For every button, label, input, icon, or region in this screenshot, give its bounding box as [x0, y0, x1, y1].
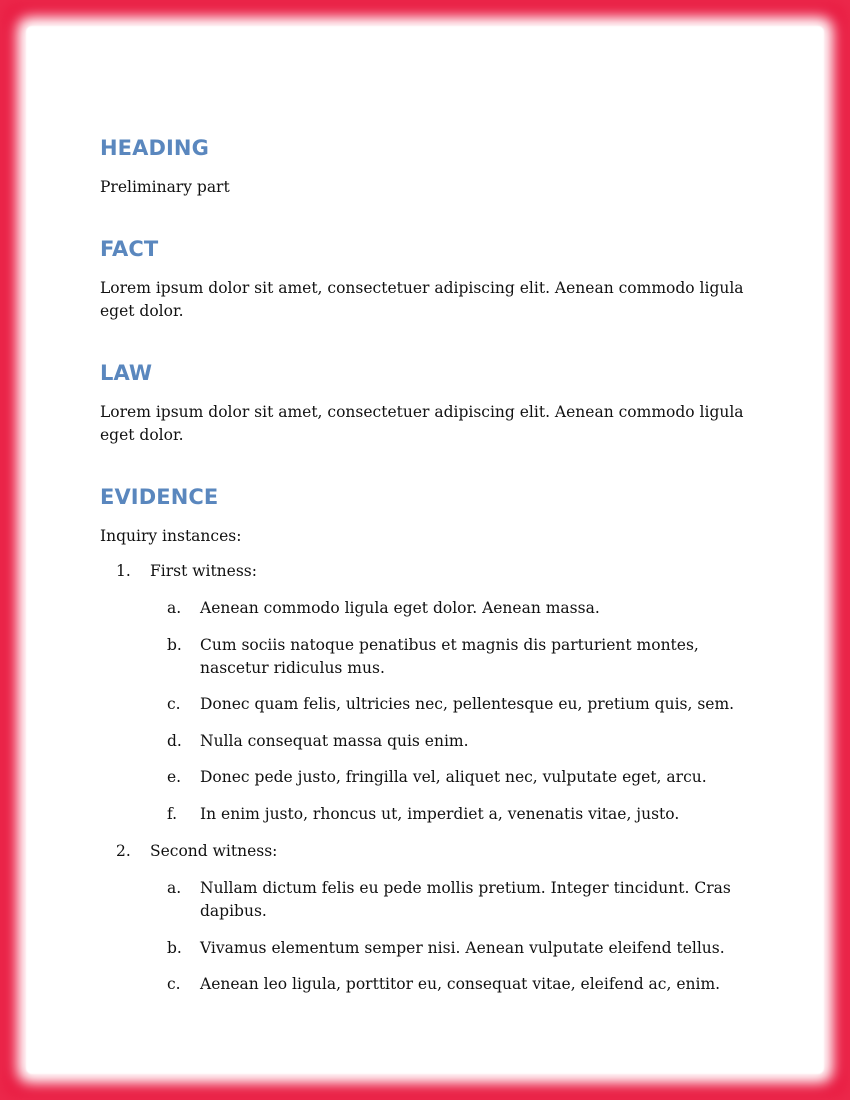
witness-item-2: [100, 840, 750, 996]
list-item-text: In enim justo, rhoncus ut, imperdiet a, venenatis vitae, justo.: [200, 804, 680, 823]
witness-label: Second witness:: [150, 841, 278, 860]
list-item: [150, 597, 750, 620]
list-item: [150, 877, 750, 923]
section-body-heading: Preliminary part: [100, 178, 230, 196]
list-item-text: Donec quam felis, ultricies nec, pellentesque eu, pretium quis, sem.: [200, 695, 735, 714]
list-item-text: Donec pede justo, fringilla vel, aliquet nec, vulputate eget, arcu.: [200, 768, 707, 787]
list-item-text: Nullam dictum felis eu pede mollis pretium. Integer tincidunt. Cras dapibus.: [200, 878, 731, 920]
witness-list: [100, 560, 750, 996]
section-evidence: [100, 483, 750, 996]
list-item: [150, 634, 750, 680]
section-heading: [100, 134, 750, 199]
list-item-text: Vivamus elementum semper nisi. Aenean vulputate eleifend tellus.: [200, 938, 725, 957]
witness-number: 2.: [116, 841, 131, 860]
list-item-letter: b.: [167, 635, 182, 654]
list-item: [150, 803, 750, 826]
list-item-letter: c.: [167, 695, 181, 714]
witness-label: First witness:: [150, 562, 257, 580]
list-item: [150, 730, 750, 753]
section-body-fact: Lorem ipsum dolor sit amet, consectetuer adipiscing elit. Aenean commodo ligula eget dolor.: [100, 279, 744, 320]
list-item-letter: c.: [167, 975, 181, 994]
testimony-list-2: [150, 877, 750, 996]
list-item-text: Aenean commodo ligula eget dolor. Aenean massa.: [200, 599, 600, 617]
section-body-law: Lorem ipsum dolor sit amet, consectetuer adipiscing elit. Aenean commodo ligula eget dolor.: [100, 403, 744, 444]
list-item-text: Nulla consequat massa quis enim.: [200, 731, 469, 750]
section-title-evidence: EVIDENCE: [100, 485, 219, 509]
list-item-text: Aenean leo ligula, porttitor eu, consequat vitae, eleifend ac, enim.: [200, 975, 721, 994]
list-item-letter: a.: [167, 878, 182, 897]
list-item-text: Cum sociis natoque penatibus et magnis dis parturient montes, nascetur ridiculus mus.: [200, 635, 699, 677]
section-title-heading: HEADING: [100, 136, 209, 160]
list-item: [150, 693, 750, 716]
list-item: [150, 973, 750, 996]
list-item-letter: f.: [167, 804, 178, 823]
section-fact: [100, 235, 750, 323]
list-item-letter: e.: [167, 768, 182, 787]
section-title-fact: FACT: [100, 237, 159, 261]
list-item: [150, 766, 750, 789]
section-law: [100, 359, 750, 447]
testimony-list-1: [150, 597, 750, 826]
document-content: [100, 134, 750, 1010]
evidence-intro: Inquiry instances:: [100, 527, 242, 545]
section-title-law: LAW: [100, 361, 153, 385]
witness-item-1: [100, 560, 750, 826]
list-item-letter: a.: [167, 599, 182, 617]
list-item-letter: d.: [167, 731, 182, 750]
witness-number: 1.: [116, 562, 131, 580]
list-item: [150, 937, 750, 960]
list-item-letter: b.: [167, 938, 182, 957]
